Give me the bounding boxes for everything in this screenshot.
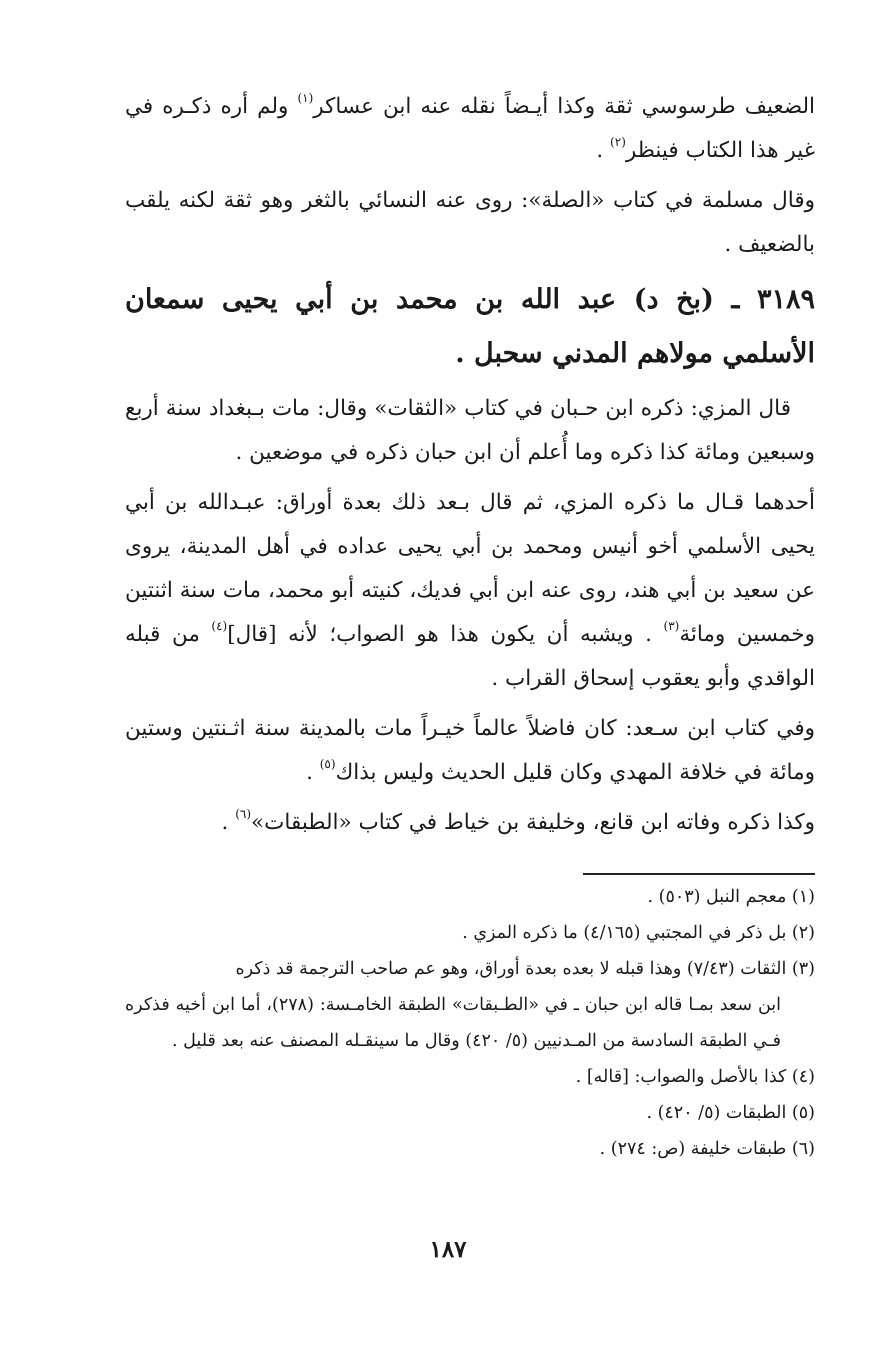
page-body xyxy=(125,85,815,1167)
footnote-ref: (٤) xyxy=(211,619,228,633)
footnote-ref: (٥) xyxy=(319,757,336,771)
paragraph-text: . xyxy=(221,810,236,835)
paragraph-5 xyxy=(125,707,815,795)
paragraph-text: . xyxy=(306,760,320,785)
paragraph-text: . ويشبه أن يكون هذا هو الصواب؛ لأنه [قال] xyxy=(227,622,664,647)
paragraph-4 xyxy=(125,481,815,701)
paragraph-1 xyxy=(125,85,815,173)
paragraph-text: من قبله الواقدي وأبو يعقوب إسحاق القراب . xyxy=(125,622,815,691)
paragraph-text: وفي كتاب ابن سـعد: كان فاضلاً عالماً خيـراً مات بالمدينة سنة اثـنتين وستين ومائة في خلافة المهدي وكان قليل الحديث وليس بذاك xyxy=(125,716,815,785)
paragraph-text: الضعيف طرسوسي ثقة وكذا أيـضاً نقله عنه ابن عساكر xyxy=(313,94,815,119)
paragraph-text: ولم أره ذكـره في غير هذا الكتاب فينظر xyxy=(125,94,815,163)
entry-heading: ٣١٨٩ ـ (بخ د) عبد الله بن محمد بن أبي يحيى سمعان الأسلمي مولاهم المدني سحبل . xyxy=(125,284,815,369)
main-text xyxy=(125,85,815,845)
footnote-ref: (٢) xyxy=(610,135,626,149)
footnotes xyxy=(125,879,815,1167)
paragraph-6 xyxy=(125,801,815,845)
footnote-6: (٦) طبقات خليفة (ص: ٢٧٤) . xyxy=(599,1139,815,1159)
paragraph-3: قال المزي: ذكره ابن حـبان في كتاب «الثقات» وقال: مات بـبغداد سنة أربع وسبعين ومائة كذا ذكره وما أُعلم أن ابن حبان ذكره في موضعين . xyxy=(125,396,815,465)
footnote-4: (٤) كذا بالأصل والصواب: [قاله] . xyxy=(575,1067,815,1087)
footnote-2: (٢) بل ذكر في المجتبي (٤/١٦٥) ما ذكره المزي . xyxy=(462,923,815,943)
footnote-ref: (٣) xyxy=(663,619,680,633)
footnote-3-continuation: ابن سعد بمـا قاله ابن حبان ـ في «الطـبقات» الطبقة الخامـسة: (٢٧٨)، أما ابن أخيه فذكره فـي الطبقة السادسة من المـدنيين (٥/ ٤٢٠) وقال ما سينقـله المصنف عنه بعد قليل . xyxy=(125,995,781,1051)
footnote-1: (١) معجم النبل (٥٠٣) . xyxy=(647,887,815,907)
footnote-5: (٥) الطبقات (٥/ ٤٢٠) . xyxy=(646,1103,815,1123)
footnote-ref: (٦) xyxy=(235,807,252,821)
page-number: ١٨٧ xyxy=(429,1236,467,1263)
paragraph-text: وكذا ذكره وفاته ابن قانع، وخليفة بن خياط في كتاب «الطبقات» xyxy=(251,810,815,835)
paragraph-text: . xyxy=(596,138,611,163)
footnote-3: (٣) الثقات (٧/٤٣) وهذا قبله لا بعده بعدة أوراق، وهو عم صاحب الترجمة قد ذكره xyxy=(235,959,815,979)
footnote-ref: (١) xyxy=(297,91,314,105)
paragraph-2: وقال مسلمة في كتاب «الصلة»: روى عنه النسائي بالثغر وهو ثقة لكنه يلقب بالضعيف . xyxy=(125,188,815,257)
paragraph-text: أحدهما قـال ما ذكره المزي، ثم قال بـعد ذلك بعدة أوراق: عبـدالله بن أبي يحيى الأسلمي أخو أنيس ومحمد بن أبي يحيى عداده في أهل المدينة، يروى عن سعيد بن أبي هند، روى عنه ابن أبي فديك، كنيته أبو محمد، مات سنة اثنتين وخمسين ومائة xyxy=(125,490,815,647)
footnote-divider xyxy=(583,873,815,875)
